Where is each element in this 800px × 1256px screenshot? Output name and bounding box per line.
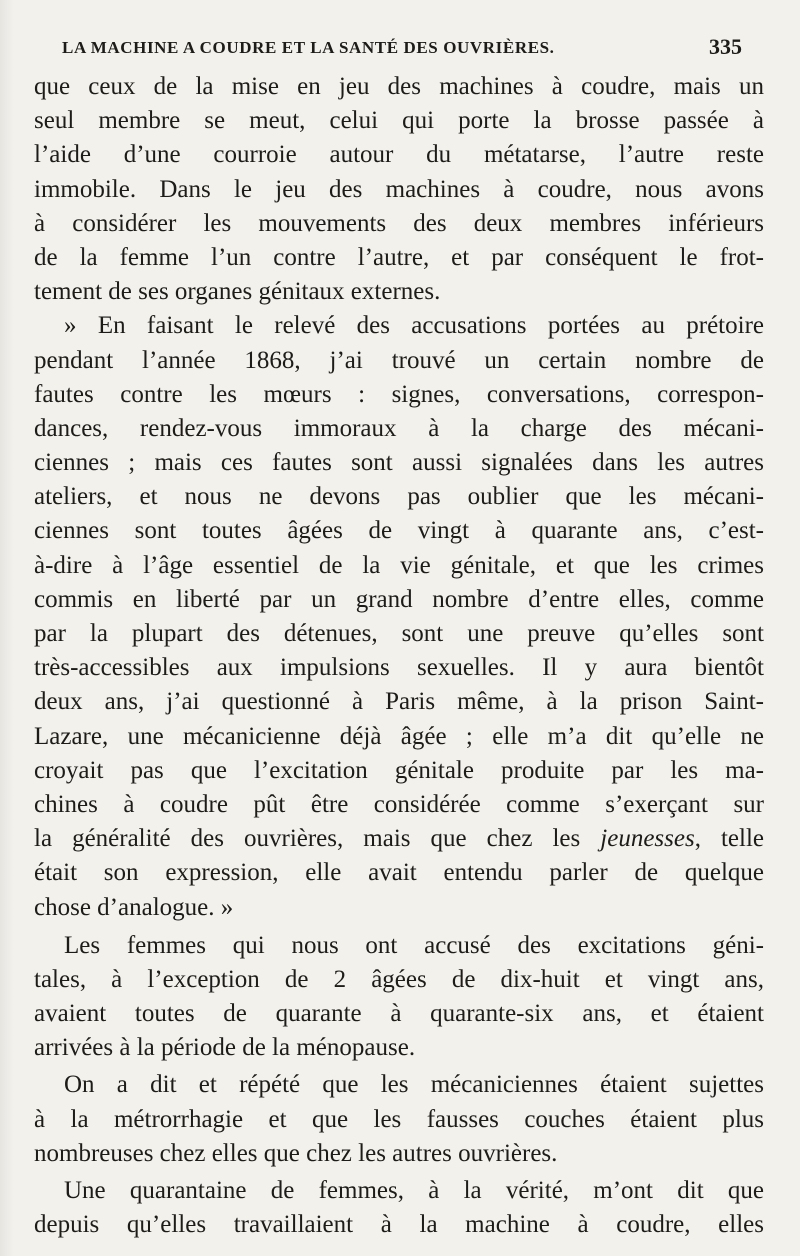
text-line: l’aide d’une courroie autour du métatarse, l’autre reste — [34, 141, 764, 169]
running-head — [62, 34, 742, 66]
text-line: immobile. Dans le jeu des machines à coudre, nous avons — [34, 175, 764, 203]
text-line: ateliers, et nous ne devons pas oublier que les mécani- — [34, 483, 764, 511]
running-title: LA MACHINE A COUDRE ET LA SANTÉ DES OUVRIÈRES. — [62, 38, 555, 57]
page-number: 335 — [709, 34, 742, 59]
text-line: à la métrorrhagie et que les fausses couches étaient plus — [34, 1105, 764, 1133]
text-line: commis en liberté par un grand nombre d’entre elles, comme — [34, 585, 764, 613]
text-line: nombreuses chez elles que chez les autres ouvrières. — [34, 1139, 558, 1167]
text-line: deux ans, j’ai questionné à Paris même, à la prison Saint- — [34, 688, 764, 716]
text-line: Les femmes qui nous ont accusé des excitations géni- — [64, 931, 764, 959]
text-line: ciennes ; mais ces fautes sont aussi signalées dans les autres — [34, 449, 764, 477]
text-line: On a dit et répété que les mécaniciennes étaient sujettes — [64, 1071, 764, 1099]
text-line: arrivées à la période de la ménopause. — [34, 1034, 416, 1062]
text-line: avaient toutes de quarante à quarante-six ans, et étaient — [34, 1000, 764, 1028]
text-line: par la plupart des détenues, sont une preuve qu’elles sont — [34, 620, 764, 647]
text-line: chose d’analogue. » — [34, 893, 234, 921]
text-line: pendant l’année 1868, j’ai trouvé un certain nombre de — [34, 346, 764, 374]
text-segment: la généralité des ouvrières, mais que chez les — [34, 825, 581, 853]
text-line: ciennes sont toutes âgées de vingt à quarante ans, c’est- — [34, 517, 764, 545]
text-line: tement de ses organes génitaux externes. — [34, 278, 441, 306]
text-line: que ceux de la mise en jeu des machines à coudre, mais un — [34, 73, 764, 100]
text-line: de la femme l’un contre l’autre, et par conséquent le frot- — [34, 243, 764, 271]
text-line: fautes contre les mœurs : signes, conversations, correspon- — [34, 380, 764, 408]
text-line: Lazare, une mécanicienne déjà âgée ; elle m’a dit qu’elle ne — [34, 722, 764, 750]
text-line: était son expression, elle avait entendu parler de quelque — [34, 859, 764, 887]
italic-word: jeunesses — [600, 825, 695, 853]
text-line: à-dire à l’âge essentiel de la vie génitale, et que les crimes — [34, 551, 764, 579]
text-line: » En faisant le relevé des accusations portées au prétoire — [64, 312, 764, 340]
text-line: dances, rendez-vous immoraux à la charge des mécani- — [34, 414, 764, 442]
text-line: croyait pas que l’excitation génitale produite par les ma- — [34, 756, 764, 784]
text-line: depuis qu’elles travaillaient à la machine à coudre, elles — [34, 1211, 764, 1239]
text-line: tales, à l’exception de 2 âgées de dix-huit et vingt ans, — [34, 965, 764, 993]
text-line-with-italic — [34, 822, 764, 856]
text-line: seul membre se meut, celui qui porte la brosse passée à — [34, 107, 764, 135]
text-line: chines à coudre pût être considérée comme s’exerçant sur — [34, 790, 764, 818]
body-text — [34, 70, 764, 1242]
text-line: à considérer les mouvements des deux membres inférieurs — [34, 209, 764, 237]
text-line: Une quarantaine de femmes, à la vérité, m’ont dit que — [64, 1177, 764, 1204]
text-line: très-accessibles aux impulsions sexuelles. Il y aura bientôt — [34, 654, 764, 682]
text-segment: , telle — [694, 825, 765, 853]
